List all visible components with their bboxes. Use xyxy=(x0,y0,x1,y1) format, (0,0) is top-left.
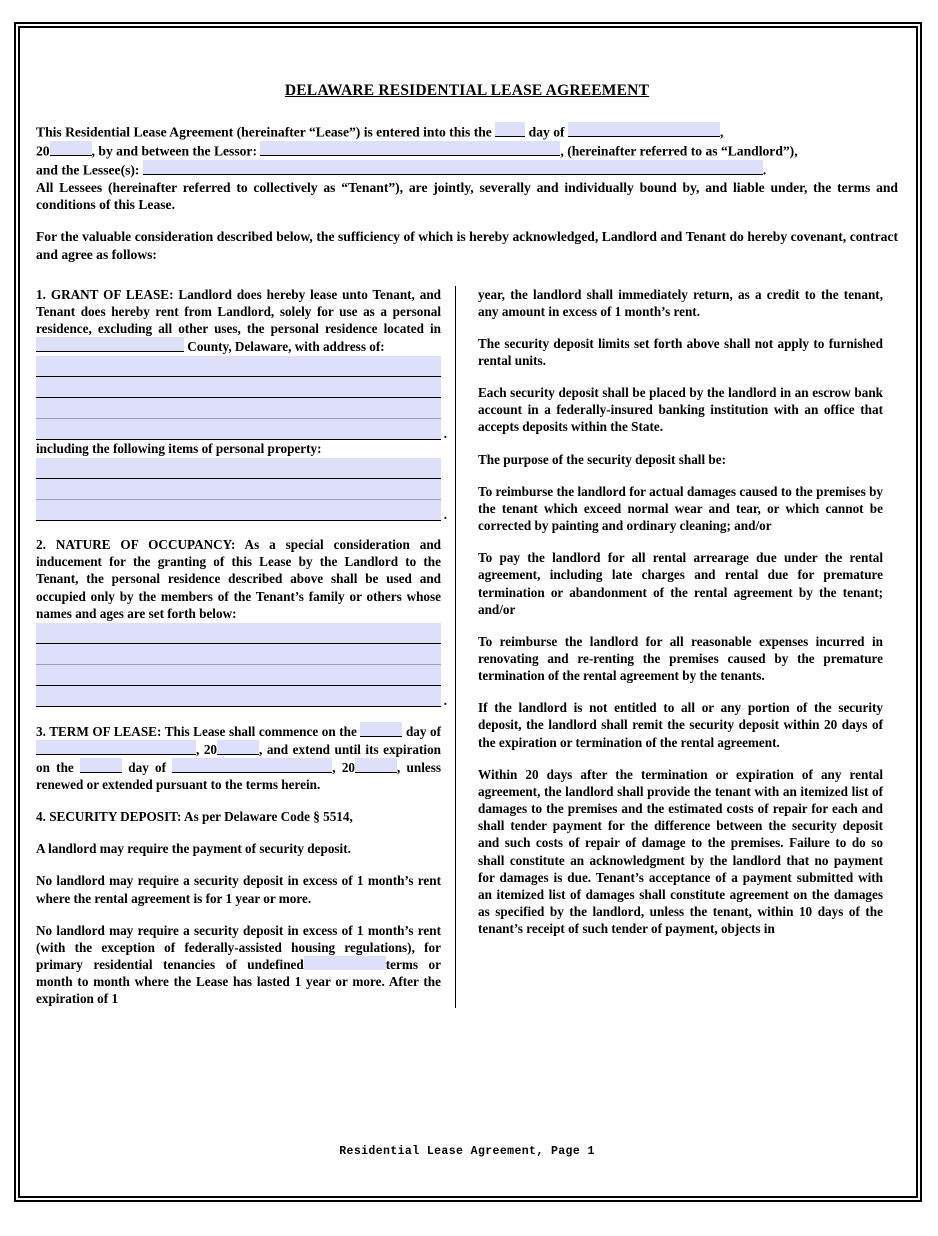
intro-text-2a: 20 xyxy=(36,143,50,159)
section-3-text-1: This Lease shall commence on the xyxy=(164,723,357,739)
section-3-number: 3. xyxy=(36,723,46,739)
column-right xyxy=(456,286,883,1008)
section-1-body-b: County, Delaware, with address of: xyxy=(187,338,385,354)
page-title: DELAWARE RESIDENTIAL LEASE AGREEMENT xyxy=(284,82,650,99)
section-1-heading: GRANT OF LEASE: xyxy=(50,286,174,302)
address-line-2[interactable] xyxy=(36,377,441,398)
security-deposit-p8: To pay the landlord for all rental arrearage due under the rental agreement, including late charges and rental due for premature termination or abandonment of the rental agreement by the tenant; and/or xyxy=(478,550,883,617)
intro-block xyxy=(36,122,898,264)
security-deposit-p3 xyxy=(36,922,441,1008)
security-deposit-p3-b: terms or month to month where the Lease has lasted 1 year or more. After the expiration of 1 xyxy=(36,957,441,1007)
security-deposit-p7: To reimburse the landlord for actual damages caused to the premises by the tenant which exceed normal wear and tear, or which cannot be corrected by painting and ordinary cleaning; and/or xyxy=(478,483,883,534)
security-deposit-p5: Each security deposit shall be placed by the landlord in an escrow bank account in a federally-insured banking institution with an office that accepts deposits within the State. xyxy=(478,385,883,435)
personal-property-line-3[interactable] xyxy=(36,500,441,521)
section-2-body: As a special consideration and inducement for the granting of this Lease by the Landlord to the Tenant, the personal residence described above shall be used and occupied only by the members of the Tenant’s family or others whose names and ages are set forth below: xyxy=(36,537,441,621)
expiration-year-field[interactable] xyxy=(355,758,397,773)
intro-text-2c: , (hereinafter referred to as “Landlord”), xyxy=(560,143,798,159)
intro-line-2 xyxy=(36,141,898,160)
intro-line-1: This Residential Lease Agreement (hereinafter “Lease”) is entered into this the day of , xyxy=(36,122,898,141)
intro-line-3 xyxy=(36,160,898,179)
address-lines-group xyxy=(36,356,441,440)
security-deposit-p6: The purpose of the security deposit shall be: xyxy=(478,451,727,467)
occupant-line-4[interactable] xyxy=(36,686,441,707)
month-field[interactable] xyxy=(568,122,720,137)
section-4-number: 4. xyxy=(36,809,46,825)
security-deposit-p1: A landlord may require the payment of security deposit. xyxy=(36,841,351,857)
security-deposit-p2: No landlord may require a security deposit in excess of 1 month’s rent where the rental agreement is for 1 year or more. xyxy=(36,873,441,906)
commence-month-field[interactable] xyxy=(36,740,196,755)
section-term-of-lease xyxy=(36,722,441,793)
document-body xyxy=(36,44,898,1174)
section-security-deposit xyxy=(36,808,441,825)
section-nature-of-occupancy xyxy=(36,536,441,622)
personal-property-label: including the following items of personal property: xyxy=(36,440,322,456)
expiration-month-field[interactable] xyxy=(172,758,332,773)
security-deposit-p3-a: No landlord may require a security deposit in excess of 1 month’s rent (with the exception of federally-assisted housing regulations), for primary residential tenancies of undefined xyxy=(36,922,441,973)
column-left xyxy=(36,286,455,1008)
section-1-body-a: Landlord does hereby lease unto Tenant, and Tenant does hereby rent from Landlord, solely for use as a personal residence, excluding all other uses, the personal residence located in xyxy=(36,286,442,336)
section-3-text-4: , and extend until its expiration on the xyxy=(36,741,442,775)
occupant-line-3[interactable] xyxy=(36,665,441,686)
lessor-name-field[interactable] xyxy=(260,141,560,156)
intro-text-3b: . xyxy=(762,162,767,178)
section-2-heading: NATURE OF OCCUPANCY: xyxy=(55,537,236,553)
expiration-day-field[interactable] xyxy=(80,758,122,773)
section-3-text-6: , xyxy=(332,759,336,775)
occupants-lines-group xyxy=(36,623,441,707)
intro-para-tenant: All Lessees (hereinafter referred to collectively as “Tenant”), are jointly, severally and individually bound by, and liable under, the terms and conditions of this Lease. xyxy=(36,179,898,213)
occupant-line-2[interactable] xyxy=(36,644,441,665)
year-field[interactable] xyxy=(50,141,92,156)
section-3-text-7: 20 xyxy=(341,759,356,775)
intro-para-consideration: For the valuable consideration described below, the sufficiency of which is hereby acknowledged, Landlord and Tenant do hereby covenant, contract and agree as follows: xyxy=(36,229,898,262)
intro-text-3a: and the Lessee(s): xyxy=(36,162,140,178)
personal-property-lines-group xyxy=(36,458,441,521)
security-deposit-p3-continued: year, the landlord shall immediately return, as a credit to the tenant, any amount in excess of 1 month’s rent. xyxy=(478,286,883,319)
county-field[interactable] xyxy=(36,337,184,352)
day-field[interactable] xyxy=(495,122,525,137)
personal-property-line-1[interactable] xyxy=(36,458,441,479)
lessee-names-field[interactable] xyxy=(143,160,763,175)
address-line-4[interactable] xyxy=(36,419,441,440)
security-deposit-p4: The security deposit limits set forth above shall not apply to furnished rental units. xyxy=(478,335,883,368)
section-3-text-8: , unless renewed or extended pursuant to the terms herein. xyxy=(36,759,442,792)
section-3-text-3: , 20 xyxy=(196,741,218,757)
security-deposit-p10: If the landlord is not entitled to all or any portion of the security deposit, the landlord shall remit the security deposit within 20 days of the expiration or termination of the rental agreement. xyxy=(478,700,883,750)
address-line-1[interactable] xyxy=(36,356,441,377)
occupant-line-1[interactable] xyxy=(36,623,441,644)
intro-text-1a: This Residential Lease Agreement (hereinafter “Lease”) is entered into this the xyxy=(36,124,492,140)
section-2-number: 2. xyxy=(36,537,46,553)
two-column-layout xyxy=(36,286,898,1008)
intro-text-2b: , by and between the Lessor: xyxy=(91,143,257,159)
address-line-3[interactable] xyxy=(36,398,441,419)
section-4-intro: As per Delaware Code § 5514, xyxy=(184,809,353,825)
commence-year-field[interactable] xyxy=(217,740,259,755)
section-1-number: 1. xyxy=(36,286,46,302)
personal-property-line-2[interactable] xyxy=(36,479,441,500)
section-3-text-5: day of xyxy=(128,759,167,775)
section-grant-of-lease xyxy=(36,286,441,355)
intro-text-1b: day of xyxy=(528,124,565,140)
section-3-heading: TERM OF LEASE: xyxy=(49,723,162,739)
page-footer: Residential Lease Agreement, Page 1 xyxy=(339,1145,595,1158)
security-deposit-p11: Within 20 days after the termination or expiration of any rental agreement, the landlord shall provide the tenant with an itemized list of damages to the premises and the estimated costs of repair for each and shall tender payment for the difference between the security deposit and such costs of repair of damage to the premises. Failure to do so shall constitute an acknowledgment by the landlord that no payment for damages is due. Tenant’s acceptance of a payment submitted with an itemized list of damages shall constitute agreement on the damages as specified by the landlord, unless the tenant, within 10 days of the tenant’s receipt of such tender of payment, objects in xyxy=(478,766,883,937)
commence-day-field[interactable] xyxy=(360,722,402,737)
security-deposit-p9: To reimburse the landlord for all reasonable expenses incurred in renovating and re-renting the premises caused by the premature termination of the rental agreement by the tenants. xyxy=(478,633,883,684)
section-3-text-2: day of xyxy=(405,723,442,739)
section-4-heading: SECURITY DEPOSIT: xyxy=(49,809,182,825)
undefined-term-field[interactable] xyxy=(304,956,386,970)
